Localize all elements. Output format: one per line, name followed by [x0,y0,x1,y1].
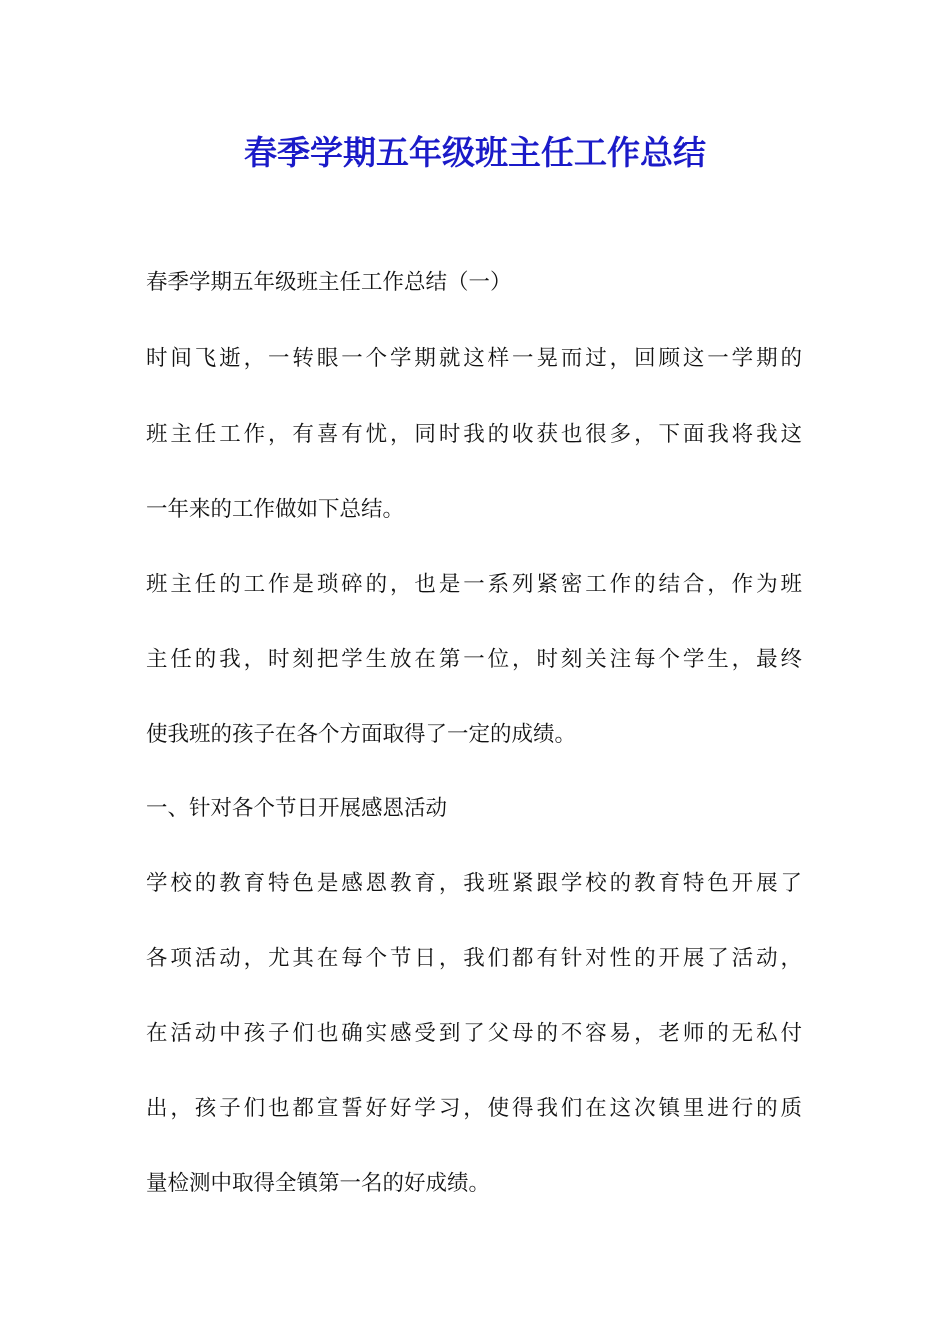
paragraph-line: 主任的我，时刻把学生放在第一位，时刻关注每个学生，最终 [146,647,802,672]
subtitle: 春季学期五年级班主任工作总结（一） [146,270,512,295]
paragraph-line: 使我班的孩子在各个方面取得了一定的成绩。 [146,722,577,747]
paragraph-line: 时间飞逝，一转眼一个学期就这样一晃而过，回顾这一学期的 [146,346,802,371]
paragraph-line: 各项活动，尤其在每个节日，我们都有针对性的开展了活动， [146,946,802,971]
paragraph-line: 在活动中孩子们也确实感受到了父母的不容易，老师的无私付 [146,1021,802,1046]
paragraph-line: 量检测中取得全镇第一名的好成绩。 [146,1171,491,1196]
section-heading: 一、针对各个节日开展感恩活动 [146,796,448,821]
paragraph-line: 学校的教育特色是感恩教育，我班紧跟学校的教育特色开展了 [146,871,802,896]
paragraph-line: 班主任工作，有喜有忧，同时我的收获也很多，下面我将我这 [146,422,802,447]
paragraph-line: 一年来的工作做如下总结。 [146,497,405,522]
paragraph-line: 班主任的工作是琐碎的，也是一系列紧密工作的结合，作为班 [146,572,802,597]
document-title: 春季学期五年级班主任工作总结 [244,133,706,172]
paragraph-line: 出，孩子们也都宣誓好好学习，使得我们在这次镇里进行的质 [146,1096,802,1121]
